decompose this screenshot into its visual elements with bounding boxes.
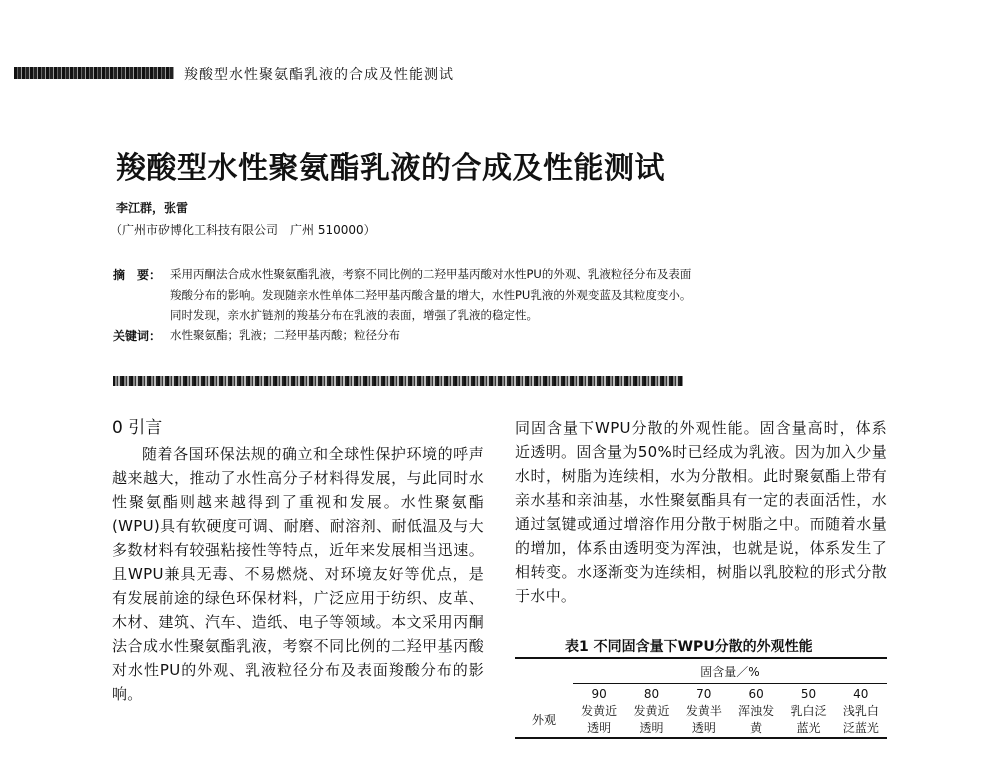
table-cell-line: 发黄半 [685,704,722,718]
table-header-row [515,658,887,684]
article-affiliation: （广州市矽博化工科技有限公司 广州 510000） [110,223,376,237]
table-corner-cell [515,658,573,684]
article-authors: 李江群，张雷 [116,201,189,215]
table-cell-line: 泛蓝光 [842,721,879,735]
table-row-label: 外观 [531,712,556,727]
abstract-label: 摘 要： [113,268,162,282]
table-cell-line: 蓝光 [796,721,821,735]
header-decoration-bar [14,67,174,79]
table-cell [835,703,887,738]
table-cell-line: 透明 [639,721,664,735]
table-cell-line: 乳白泛 [790,704,827,718]
table-column-row [515,684,887,704]
table-group-header: 固含量／% [573,658,887,684]
abstract-line: 采用丙酮法合成水性聚氨酯乳液，考察不同比例的二羟甲基丙酸对水性PU的外观、乳液粒径分布及表面 [170,267,692,281]
data-table [515,657,887,739]
table-column-header: 50 [800,686,817,701]
table-cell-line: 透明 [587,721,612,735]
table-cell-line: 发黄近 [633,704,670,718]
section-separator [113,376,683,386]
table-cell-line: 浑浊发 [738,704,775,718]
table-cell-line: 发黄近 [581,704,618,718]
right-column [515,416,887,608]
table-cell-line: 黄 [750,721,763,735]
article-title: 羧酸型水性聚氨酯乳液的合成及性能测试 [116,151,665,186]
abstract-line: 同时发现，亲水扩链剂的羧基分布在乳液的表面，增强了乳液的稳定性。 [170,308,538,322]
running-header-title: 羧酸型水性聚氨酯乳液的合成及性能测试 [184,67,454,83]
left-column [112,416,484,706]
table-column-header: 80 [643,686,660,701]
table-column-header: 60 [748,686,764,701]
table-caption: 表1 不同固含量下WPU分散的外观性能 [565,639,813,655]
keywords-label: 关键词： [113,329,162,343]
table-column-header: 90 [591,686,607,701]
introduction-paragraph: 随着各国环保法规的确立和全球性保护环境的呼声越来越大，推动了水性高分子材料得发展，与此同时水性聚氨酯则越来越得到了重视和发展。水性聚氨酯(WPU)具有软硬度可调、耐磨、耐溶剂、耐低温及与大多数材料有较强粘接性等特点，近年来发展相当迅速。且WPU兼具无毒、不易燃烧、对环境友好等优点，是有发展前途的绿色环保材料，广泛应用于纺织、皮革、木材、建筑、汽车、造纸、电子等领域。本文采用丙酮法合成水性聚氨酯乳液，考察不同比例的二羟甲基丙酸对水性PU的外观、乳液粒径分布及表面羧酸分布的影响。 [112,445,484,703]
table-cell [782,703,834,738]
keywords-text: 水性聚氨酯；乳液；二羟甲基丙酸；粒径分布 [170,328,400,342]
table-row [515,703,887,738]
table-cell-line: 浅乳白 [842,704,879,718]
table-column-header: 40 [853,686,869,701]
right-column-paragraph: 同固含量下WPU分散的外观性能。固含量高时，体系近透明。固含量为50%时已经成为乳液。因为加入少量水时，树脂为连续相，水为分散相。此时聚氨酯上带有亲水基和亲油基，水性聚氨酯具有一定的表面活性，水通过氢键或通过增溶作用分散于树脂之中。而随着水量的增加，体系由透明变为浑浊，也就是说，体系发生了相转变。水逐渐变为连续相，树脂以乳胶粒的形式分散于水中。 [515,419,887,605]
table-corner-cell [515,684,573,704]
table-cell-line: 透明 [691,721,716,735]
table-cell [730,703,782,738]
table-cell [573,703,625,738]
table-column-header: 70 [696,686,712,701]
table-appearance [515,657,887,739]
section-heading-introduction: 0 引言 [112,418,163,438]
abstract-line: 羧酸分布的影响。发现随亲水性单体二羟甲基丙酸含量的增大，水性PU乳液的外观变蓝及其粒度变小。 [170,288,692,302]
table-cell [625,703,677,738]
table-cell [678,703,730,738]
